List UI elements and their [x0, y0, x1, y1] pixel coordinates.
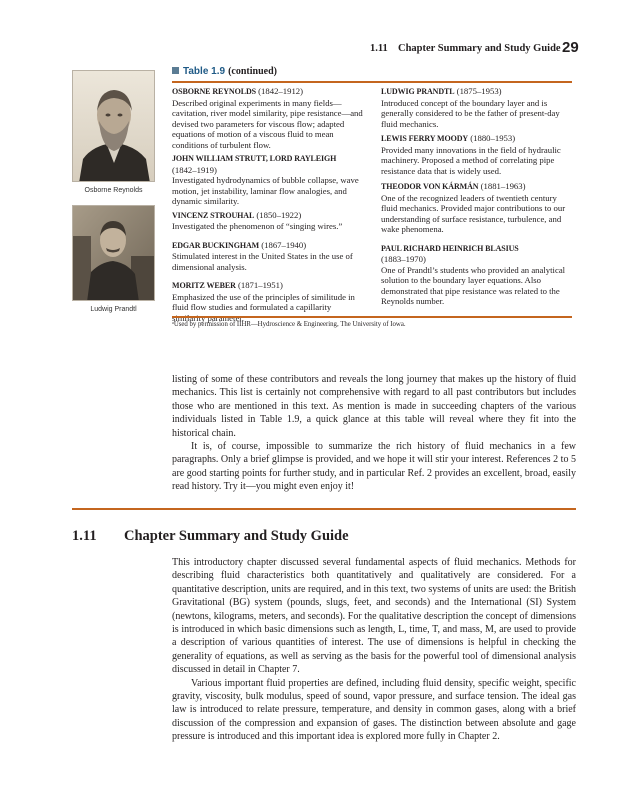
- osborne-reynolds-photo: [72, 70, 155, 182]
- entry-description: Stimulated interest in the United States in the use of dimensional analysis.: [172, 251, 353, 272]
- entry-dates: (1842–1919): [172, 164, 217, 175]
- entry-dates: (1871–1951): [237, 280, 283, 290]
- table-entry: [381, 243, 573, 307]
- table-label: Table 1.9: [183, 66, 226, 77]
- entry-name: VINCENZ STROUHAL: [172, 210, 255, 220]
- entry-dates: (1842–1912): [258, 86, 304, 96]
- table-caption: [172, 66, 277, 77]
- entry-dates: (1883–1970): [381, 254, 426, 264]
- table-left-column: [172, 86, 366, 323]
- entry-name: OSBORNE REYNOLDS: [172, 87, 256, 96]
- body-paragraph: Various important fluid properties are defined, including fluid density, specific weight, specific gravity, viscosity, bulk modulus, speed of sound, vapor pressure, and surface tension. The ideal gas law is introduced to relate pressure, temperature, and density in common gases, along with a brief discussion of the compression and expansion of gases. The distinction between absolute and gage pressure is introduced and this important idea is explored more fully in Chapter 2.: [172, 677, 576, 743]
- entry-dates: (1880–1953): [470, 133, 516, 143]
- table-bottom-rule: [172, 316, 572, 318]
- entry-description: Investigated the phenomenon of “singing wires.”: [172, 221, 343, 231]
- page-number: 29: [562, 39, 579, 56]
- entry-description: Introduced concept of the boundary layer and is generally considered to be the father of present-day fluid mechanics.: [381, 97, 560, 129]
- table-footnote: ᵃUsed by permission of IIHR—Hydroscience & Engineering, The University of Iowa.: [172, 321, 406, 328]
- table-entry: [172, 86, 366, 150]
- entry-description: Emphasized the use of the principles of similitude in fluid flow studies and formulated a capillarity: [172, 291, 355, 312]
- running-head: [0, 39, 624, 58]
- body-paragraph: It is, of course, impossible to summarize the rich history of fluid mechanics in a few paragraphs. Only a brief glimpse is provided, and we hope it will stir your interest. References 2 to 5 are good starting points for further study, and in particular Ref. 2 provides an excellent, broad, easily read history. Try it—you might even enjoy it!: [172, 441, 576, 493]
- entry-name: LUDWIG PRANDTL: [381, 87, 455, 96]
- entry-description: Provided many innovations in the field of hydraulic machinery. Proposed a method of correlating pipe resistance data that is widely used.: [381, 144, 561, 176]
- table-continued-label: (continued): [228, 66, 277, 77]
- entry-name: THEODOR VON KÁRMÁN: [381, 182, 479, 191]
- body-paragraph: listing of some of these contributors and reveals the long journey that makes up the history of fluid mechanics. This list is certainly not comprehensive with regard to all past contributors but includes those who are mentioned in this text. As mention is made in succeeding chapters of the various individuals listed in Table 1.9, a quick glance at this table will reveal where they fit into the historical chain.: [172, 374, 576, 439]
- entry-name: PAUL RICHARD HEINRICH BLASIUS: [381, 243, 519, 253]
- table-entry: [172, 153, 366, 207]
- section-rule: [72, 508, 576, 510]
- ludwig-prandtl-caption: Ludwig Prandtl: [90, 306, 137, 313]
- entry-dates: (1881–1963): [480, 181, 526, 191]
- entry-dates: (1867–1940): [261, 239, 307, 250]
- table-entry: [172, 210, 366, 232]
- entry-dates: (1875–1953): [456, 86, 502, 96]
- entry-description: One of Prandtl’s students who provided an analytical solution to the boundary layer equations. Also demonstrated that pipe resistance was related to the Reynolds number.: [381, 264, 566, 306]
- table-entry: [172, 240, 366, 273]
- intro-body-text: [172, 373, 576, 494]
- table-marker-icon: [172, 67, 179, 74]
- entry-description: Described original experiments in many fields—cavitation, river model similarity, pipe resistance—and devised two parameters for viscous flow; adapted equations of motion of a viscous fluid to mean conditions of turbulent flow.: [172, 97, 363, 150]
- entry-description: One of the recognized leaders of twentieth century fluid mechanics. Provided major contributions to our understanding of surface resistance, turbulence, and wake phenomena.: [381, 192, 566, 234]
- section-title: Chapter Summary and Study Guide: [124, 528, 349, 544]
- section-number: 1.11: [72, 528, 97, 544]
- table-entry: [381, 181, 573, 235]
- ludwig-prandtl-photo: [72, 205, 155, 301]
- entry-name: JOHN WILLIAM STRUTT, LORD RAYLEIGH: [172, 154, 337, 163]
- table-entry: [381, 133, 573, 176]
- entry-name: EDGAR BUCKINGHAM: [172, 240, 260, 250]
- running-head-section-number: 1.11: [370, 43, 388, 54]
- entry-name: LEWIS FERRY MOODY: [381, 134, 469, 143]
- summary-body-text: [172, 556, 576, 744]
- osborne-reynolds-caption: Osborne Reynolds: [84, 187, 143, 194]
- body-paragraph: This introductory chapter discussed several fundamental aspects of fluid mechanics. Methods for describing fluid characteristics both quantitatively and qualitatively are considered. For a quantitative description, units are required, and in this text, two systems of units are used: the British Gravitational (BG) system (pounds, slugs, feet, and seconds) and the International (SI) System (newtons, kilograms, meters, and seconds). For the qualitative description the concept of dimensions is introduced in which basic dimensions such as length, L, time, T, and mass, M, are used to provide a description of various quantities of interest. The use of dimensions is helpful in checking the generality of equations, as well as serving as the basis for the powerful tool of dimensional analysis discussed in detail in Chapter 7.: [172, 557, 576, 676]
- table-entry: [381, 86, 573, 129]
- entry-name: MORITZ WEBER: [172, 281, 236, 290]
- table-right-column: [381, 86, 573, 307]
- entry-dates: (1850–1922): [256, 209, 302, 220]
- entry-description: Investigated hydrodynamics of bubble collapse, wave motion, jet instability, laminar flow analogies, and dynamic similarity.: [172, 175, 359, 206]
- section-heading: [72, 528, 576, 548]
- table-top-rule: [172, 81, 572, 83]
- running-head-section-title: Chapter Summary and Study Guide: [398, 43, 561, 54]
